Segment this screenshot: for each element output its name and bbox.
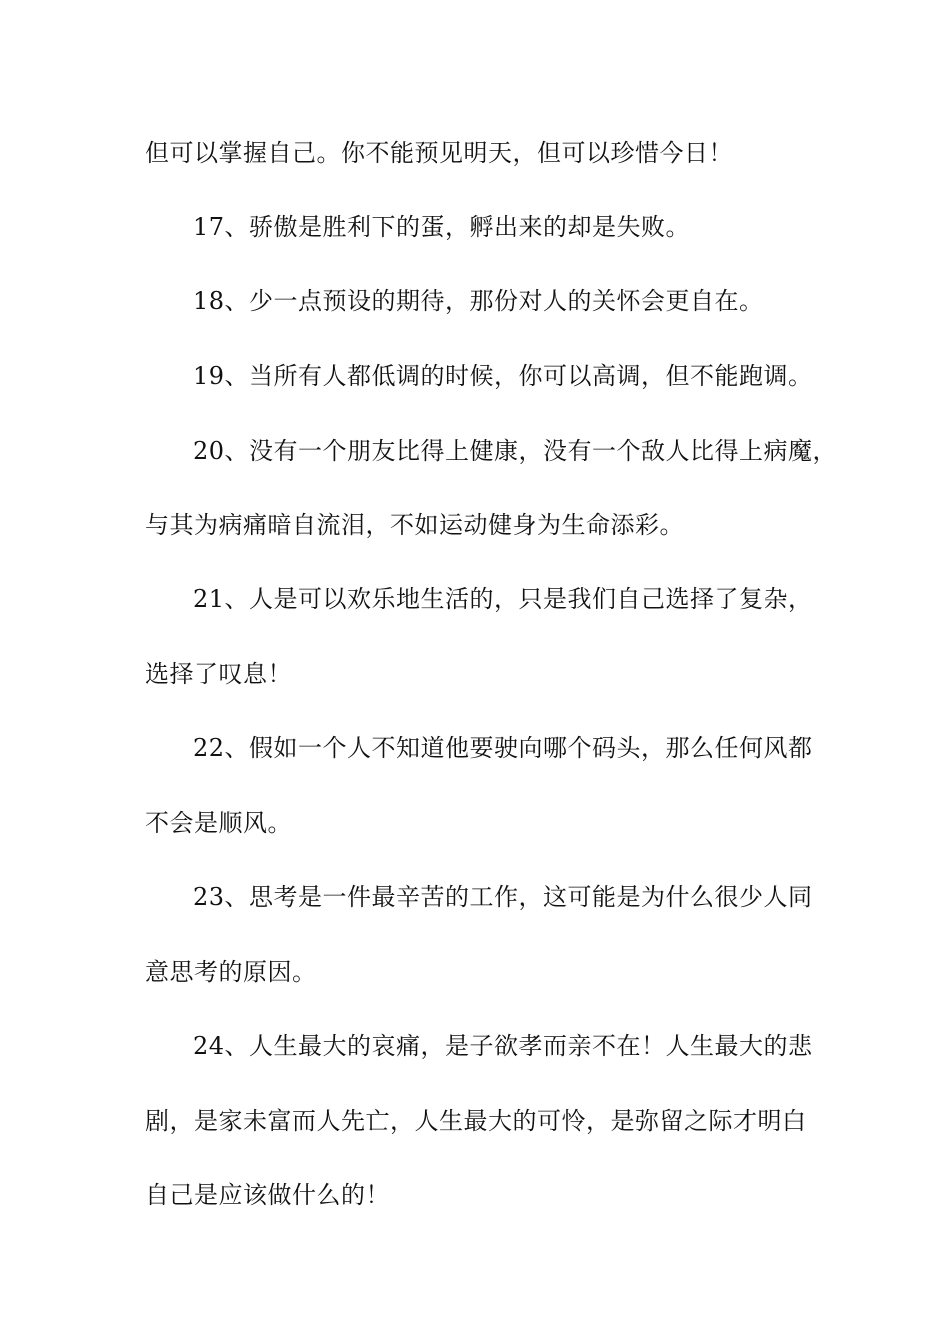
text-line: 22、假如一个人不知道他要驶向哪个码头，那么任何风都 (193, 734, 813, 762)
text-line: 与其为病痛暗自流泪，不如运动健身为生命添彩。 (145, 511, 684, 539)
text-line: 19、当所有人都低调的时候，你可以高调，但不能跑调。 (193, 362, 813, 390)
text-line: 意思考的原因。 (145, 958, 317, 986)
text-line: 17、骄傲是胜利下的蛋，孵出来的却是失败。 (193, 213, 691, 241)
text-line: 选择了叹息！ (145, 660, 292, 688)
text-line: 21、人是可以欢乐地生活的，只是我们自己选择了复杂， (193, 585, 813, 613)
text-line: 23、思考是一件最辛苦的工作，这可能是为什么很少人同 (193, 883, 813, 911)
text-line: 但可以掌握自己。你不能预见明天，但可以珍惜今日！ (145, 139, 733, 167)
text-line: 自己是应该做什么的！ (145, 1181, 390, 1209)
text-line: 24、人生最大的哀痛，是子欲孝而亲不在！人生最大的悲 (193, 1032, 813, 1060)
text-line: 18、少一点预设的期待，那份对人的关怀会更自在。 (193, 287, 764, 315)
text-line: 剧，是家未富而人先亡，人生最大的可怜，是弥留之际才明白 (145, 1107, 807, 1135)
text-line: 20、没有一个朋友比得上健康，没有一个敌人比得上病魔， (193, 437, 838, 465)
text-line: 不会是顺风。 (145, 809, 292, 837)
